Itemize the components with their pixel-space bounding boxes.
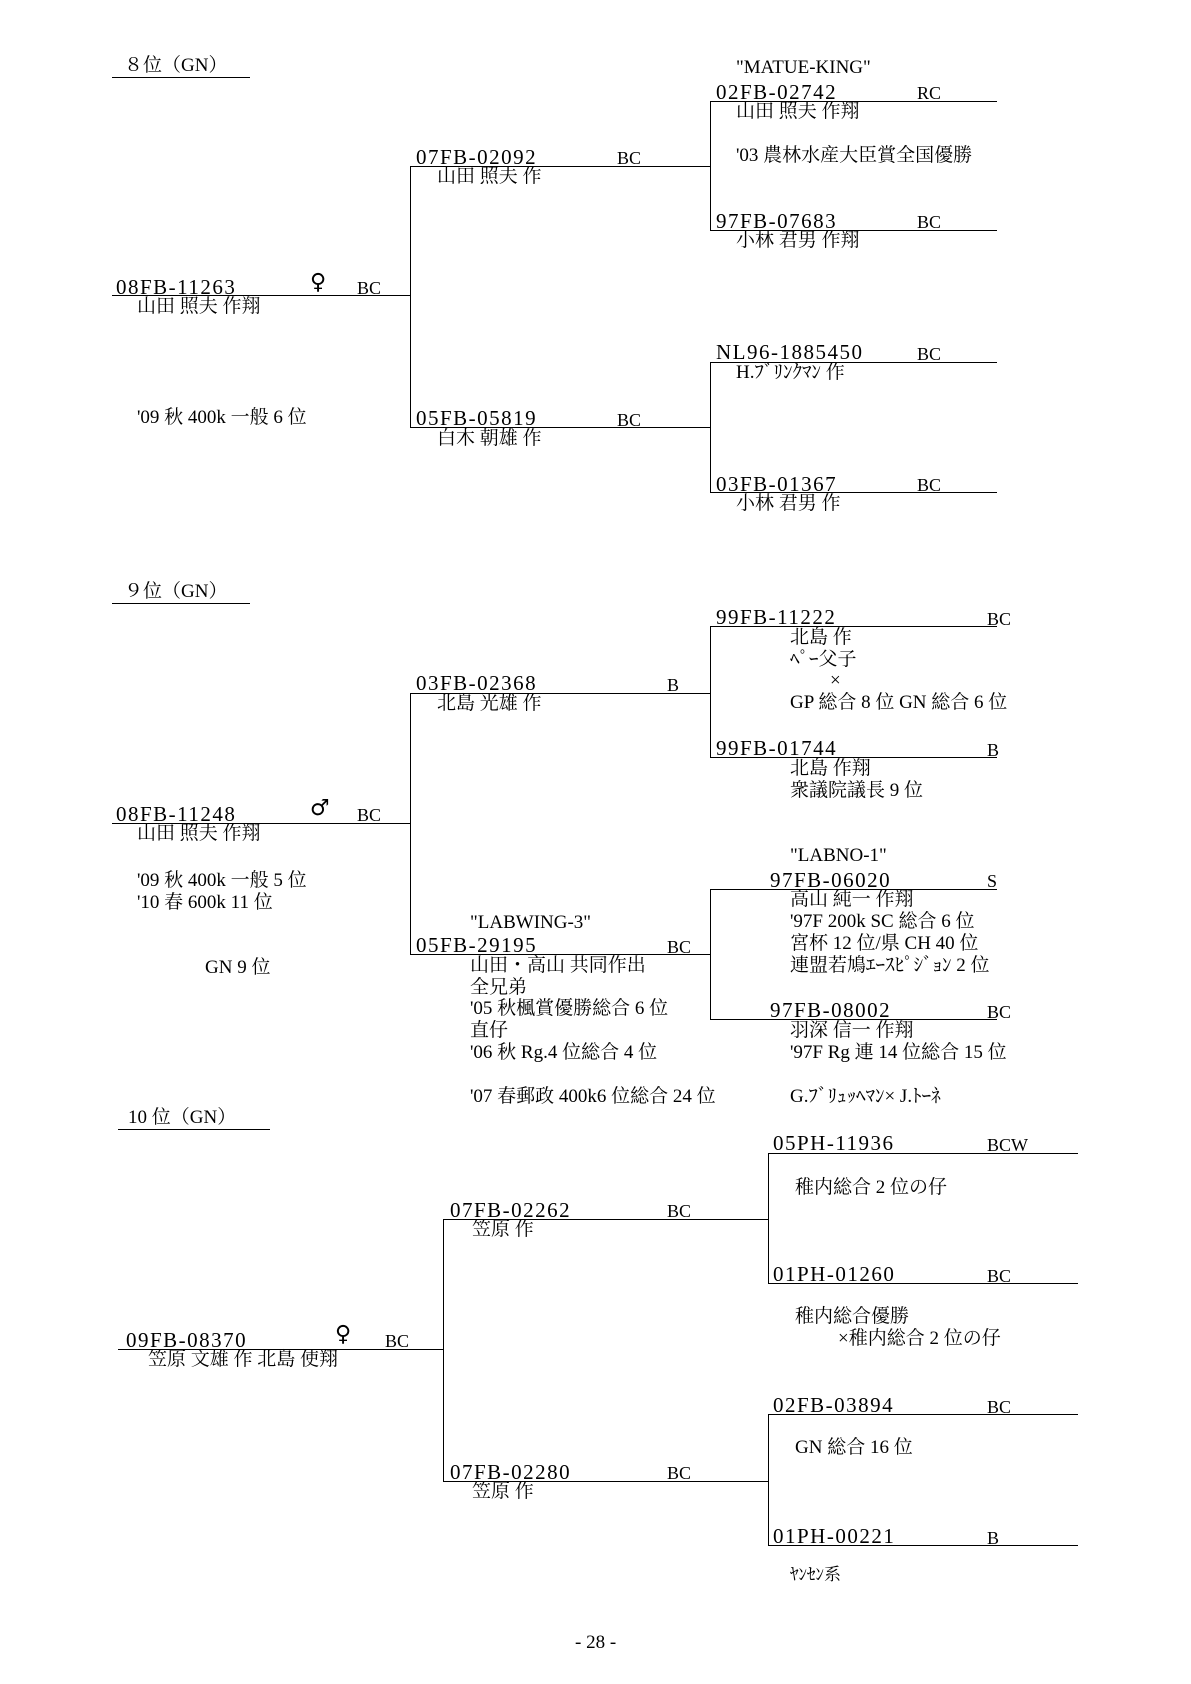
- root-color: BC: [385, 1331, 410, 1351]
- sire-ring: 03FB-02368: [416, 671, 538, 695]
- dam-ring: 07FB-02280: [450, 1460, 572, 1484]
- ss-note: GP 総合 8 位 GN 総合 6 位: [790, 692, 1008, 713]
- ds-ring: NL96-1885450: [716, 340, 864, 364]
- sire-ring: 07FB-02092: [416, 145, 538, 169]
- dd-breeder: 羽深 信一 作翔: [790, 1020, 914, 1041]
- dd-color: BC: [987, 1002, 1012, 1022]
- root-note: GN 9 位: [205, 957, 271, 978]
- dd-ring: 97FB-08002: [770, 998, 892, 1022]
- root-note: '09 秋 400k 一般 5 位: [137, 870, 307, 891]
- root-note: '10 春 600k 11 位: [137, 892, 273, 913]
- root-color: BC: [357, 278, 382, 298]
- ds-color: S: [987, 871, 998, 891]
- sd-color: B: [987, 740, 1000, 760]
- ds-note: 連盟若鳩ｴｰｽﾋﾟｼﾞｮﾝ 2 位: [790, 955, 990, 976]
- ss-note: ×: [830, 670, 841, 691]
- root-ring: 08FB-11248: [116, 802, 237, 826]
- dam-ring: 05FB-05819: [416, 406, 538, 430]
- dam-breeder: 白木 朝雄 作: [437, 428, 542, 449]
- sire-bracket: [710, 626, 711, 758]
- title-underline: [112, 77, 250, 78]
- page-number: - 28 -: [575, 1632, 617, 1653]
- sire-color: BC: [617, 148, 642, 168]
- dd-breeder: 小林 君男 作: [736, 493, 841, 514]
- sd-note: ×稚内総合 2 位の仔: [838, 1328, 1001, 1349]
- ds-breeder: 高山 純一 作翔: [790, 889, 914, 910]
- root-bracket: [410, 693, 411, 955]
- dam-note: 全兄弟: [470, 977, 528, 998]
- dd-note: ﾔﾝｾﾝ系: [790, 1565, 841, 1584]
- sire-breeder: 笠原 作: [472, 1219, 534, 1240]
- ss-color: BC: [987, 609, 1012, 629]
- root-bracket: [410, 166, 411, 428]
- dd-note: G.ﾌﾞﾘｭｯﾍﾏﾝ× J.ﾄｰﾈ: [790, 1086, 941, 1107]
- ss-ring: 05PH-11936: [773, 1131, 895, 1155]
- ss-note: 稚内総合 2 位の仔: [795, 1177, 948, 1198]
- sd-note: 稚内総合優勝: [795, 1306, 910, 1327]
- ds-color: BC: [917, 344, 942, 364]
- dam-color: BC: [667, 937, 692, 957]
- female-symbol: ♀: [335, 1322, 352, 1347]
- sd-ring: 97FB-07683: [716, 209, 838, 233]
- ss-breeder: 山田 照夫 作翔: [736, 101, 860, 122]
- title-underline: [118, 1129, 270, 1130]
- sire-breeder: 山田 照夫 作: [437, 166, 542, 187]
- dd-note: '97F Rg 連 14 位総合 15 位: [790, 1042, 1007, 1063]
- ds-color: BC: [987, 1397, 1012, 1417]
- ss-name: "MATUE-KING": [736, 57, 871, 78]
- female-symbol: ♀: [310, 270, 327, 295]
- ss-color: BCW: [987, 1135, 1029, 1155]
- sire-bracket: [768, 1153, 769, 1284]
- sire-ring: 07FB-02262: [450, 1198, 572, 1222]
- section-title: 10 位（GN）: [128, 1107, 237, 1128]
- sd-breeder: 小林 君男 作翔: [736, 230, 860, 251]
- dam-note: '06 秋 Rg.4 位総合 4 位: [470, 1042, 658, 1063]
- sire-color: BC: [667, 1201, 692, 1221]
- dam-color: BC: [667, 1463, 692, 1483]
- male-symbol: ♂: [310, 796, 330, 821]
- ds-name: "LABNO-1": [790, 845, 887, 866]
- section-title: ９位（GN）: [124, 581, 228, 602]
- ss-color: RC: [917, 83, 942, 103]
- dam-breeder: 山田・高山 共同作出: [470, 955, 646, 976]
- ss-ring: 02FB-02742: [716, 80, 838, 104]
- sd-color: BC: [987, 1266, 1012, 1286]
- sire-color: B: [667, 675, 680, 695]
- root-breeder: 笠原 文雄 作 北島 使翔: [148, 1349, 339, 1370]
- ds-note: 宮杯 12 位/県 CH 40 位: [790, 933, 979, 954]
- dd-color: BC: [917, 475, 942, 495]
- root-ring: 08FB-11263: [116, 275, 237, 299]
- section-title: ８位（GN）: [124, 55, 228, 76]
- dam-bracket: [710, 889, 711, 1020]
- sd-color: BC: [917, 212, 942, 232]
- ds-ring: 97FB-06020: [770, 868, 892, 892]
- dam-name: "LABWING-3": [470, 912, 592, 933]
- root-note: '09 秋 400k 一般 6 位: [137, 407, 307, 428]
- root-color: BC: [357, 805, 382, 825]
- dam-note: '07 春郵政 400k6 位総合 24 位: [470, 1086, 716, 1107]
- sd-breeder: 北島 作翔: [790, 758, 871, 779]
- sd-note: 衆議院議長 9 位: [790, 780, 924, 801]
- dam-bracket: [768, 1414, 769, 1546]
- root-breeder: 山田 照夫 作翔: [137, 823, 261, 844]
- root-breeder: 山田 照夫 作翔: [137, 296, 261, 317]
- ss-breeder: 北島 作: [790, 627, 852, 648]
- sd-ring: 99FB-01744: [716, 736, 838, 760]
- dd-color: B: [987, 1528, 1000, 1548]
- root-bracket: [443, 1219, 444, 1482]
- sire-bracket: [710, 101, 711, 230]
- dam-bracket: [710, 362, 711, 493]
- dam-breeder: 笠原 作: [472, 1481, 534, 1502]
- dd-ring: 03FB-01367: [716, 472, 838, 496]
- root-ring: 09FB-08370: [126, 1328, 248, 1352]
- ss-note: ﾍﾟｰ父子: [790, 649, 857, 670]
- ss-note: '03 農林水産大臣賞全国優勝: [736, 145, 973, 166]
- ds-note: GN 総合 16 位: [795, 1437, 913, 1458]
- dam-note: 直仔: [470, 1020, 509, 1041]
- ss-ring: 99FB-11222: [716, 605, 837, 629]
- ds-note: '97F 200k SC 総合 6 位: [790, 911, 975, 932]
- dam-ring: 05FB-29195: [416, 933, 538, 957]
- dd-ring: 01PH-00221: [773, 1524, 896, 1548]
- dam-color: BC: [617, 410, 642, 430]
- dam-note: '05 秋楓賞優勝総合 6 位: [470, 998, 669, 1019]
- ds-ring: 02FB-03894: [773, 1393, 895, 1417]
- sd-ring: 01PH-01260: [773, 1262, 896, 1286]
- title-underline: [112, 603, 250, 604]
- sire-breeder: 北島 光雄 作: [437, 693, 542, 714]
- ds-breeder: H.ﾌﾞﾘﾝｸﾏﾝ 作: [736, 362, 845, 383]
